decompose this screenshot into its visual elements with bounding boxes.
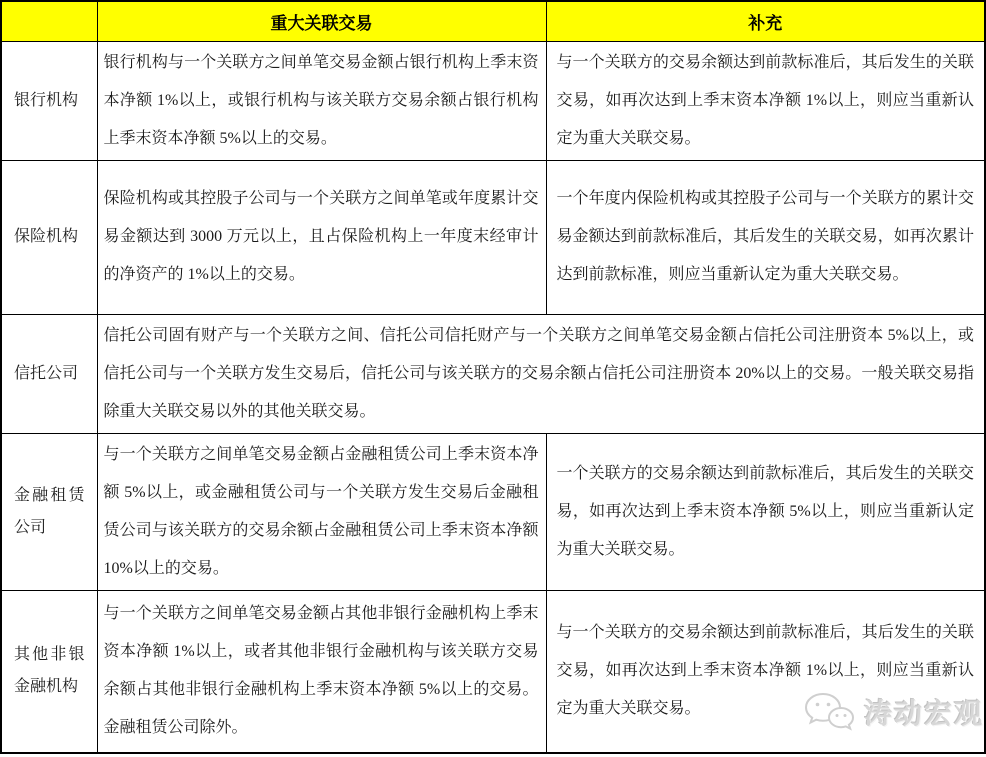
row-label-insurance: 保险机构: [1, 160, 97, 314]
supplement-cell-bank: 与一个关联方的交易余额达到前款标准后，其后发生的关联交易，如再次达到上季末资本净额 1%以上，则应当重新认定为重大关联交易。: [546, 41, 985, 160]
supplement-cell-leasing: 一个关联方的交易余额达到前款标准后，其后发生的关联交易，如再次达到上季末资本净额 5%以上，则应当重新认定为重大关联交易。: [546, 433, 985, 590]
supplement-cell-insurance: 一个年度内保险机构或其控股子公司与一个关联方的累计交易金额达到前款标准后，其后发生的关联交易，如再次累计达到前款标准，则应当重新认定为重大关联交易。: [546, 160, 985, 314]
row-label-trust: 信托公司: [1, 314, 97, 433]
row-label-other-nonbank: 其他非银金融机构: [1, 590, 97, 753]
supplement-cell-other-nonbank: 与一个关联方的交易余额达到前款标准后，其后发生的关联交易，如再次达到上季末资本净额 1%以上，则应当重新认定为重大关联交易。: [546, 590, 985, 753]
major-cell-other-nonbank: 与一个关联方之间单笔交易金额占其他非银行金融机构上季末资本净额 1%以上，或者其他非银行金融机构与该关联方交易余额占其他非银行金融机构上季末资本净额 5%以上的交易。金融租赁公司除外。: [97, 590, 546, 753]
header-supplement: 补充: [546, 1, 985, 41]
table-row-trust: [1, 314, 985, 433]
table-row-bank: [1, 41, 985, 160]
table-row-other-nonbank: [1, 590, 985, 753]
table-row-leasing: [1, 433, 985, 590]
row-label-bank: 银行机构: [1, 41, 97, 160]
header-major-transactions: 重大关联交易: [97, 1, 546, 41]
table-header-row: [1, 1, 985, 41]
major-cell-leasing: 与一个关联方之间单笔交易金额占金融租赁公司上季末资本净额 5%以上，或金融租赁公司与一个关联方发生交易后金融租赁公司与该关联方的交易余额占金融租赁公司上季末资本净额 10%以上的交易。: [97, 433, 546, 590]
merged-cell-trust: 信托公司固有财产与一个关联方之间、信托公司信托财产与一个关联方之间单笔交易金额占信托公司注册资本 5%以上，或信托公司与一个关联方发生交易后，信托公司与该关联方的交易余额占信托公司注册资本 20%以上的交易。一般关联交易指除重大关联交易以外的其他关联交易。: [97, 314, 985, 433]
major-cell-insurance: 保险机构或其控股子公司与一个关联方之间单笔或年度累计交易金额达到 3000 万元以上，且占保险机构上一年度末经审计的净资产的 1%以上的交易。: [97, 160, 546, 314]
row-label-leasing: 金融租赁公司: [1, 433, 97, 590]
header-corner-cell: [1, 1, 97, 41]
watermark-text: 涛动宏观: [864, 699, 985, 730]
table-row-insurance: [1, 160, 985, 314]
major-cell-bank: 银行机构与一个关联方之间单笔交易金额占银行机构上季末资本净额 1%以上，或银行机构与该关联方交易余额占银行机构上季末资本净额 5%以上的交易。: [97, 41, 546, 160]
